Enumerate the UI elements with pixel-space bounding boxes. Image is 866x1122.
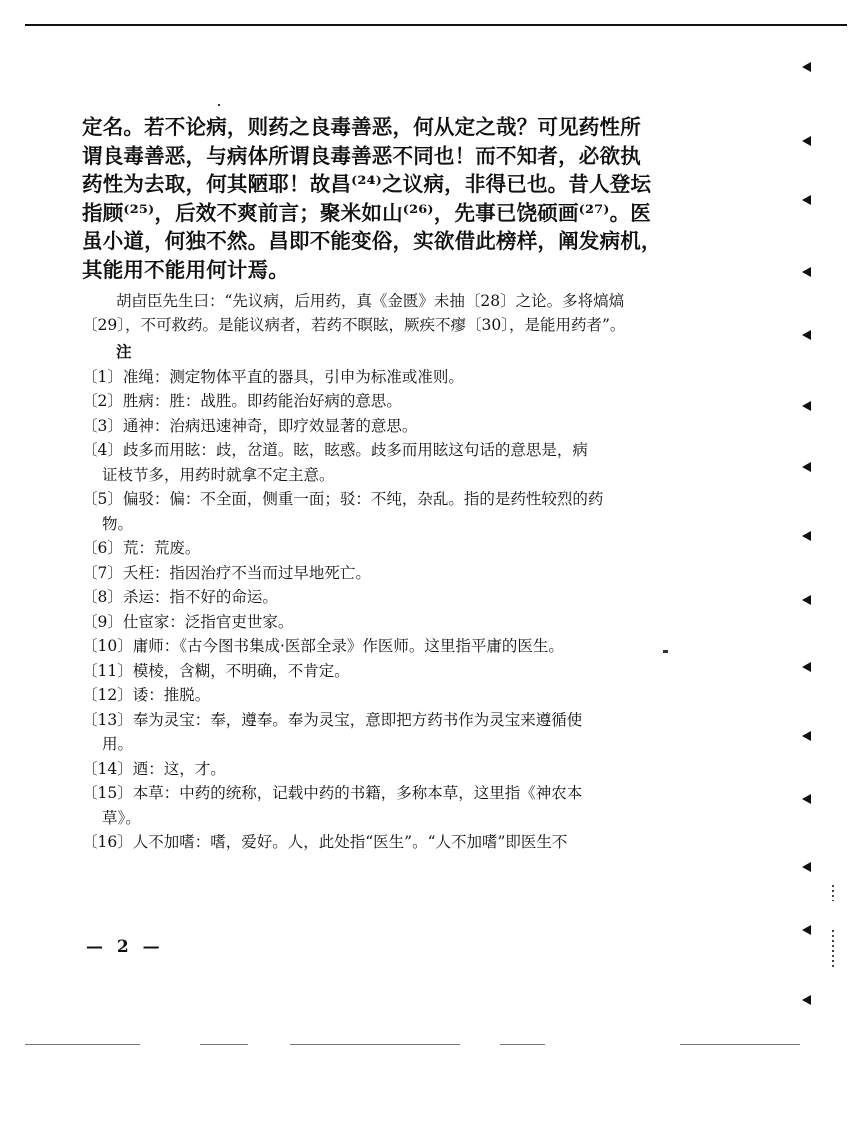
note-text: 偏驳：偏：不全面，侧重一面；驳：不纯，杂乱。指的是药性较烈的药 [122, 490, 604, 509]
note-text: 庸师：《古今图书集成·医部全录》作医师。这里指平庸的医生。 [132, 637, 564, 656]
note-text-continued: 证枝节多，用药时就拿不定主意。 [102, 465, 335, 484]
quote-line: 〔29〕，不可救药。是能议病者，若药不瞑眩，厥疾不瘳〔30〕，是能用药者”。 [82, 315, 626, 334]
note-number: 〔13〕 [82, 710, 133, 729]
note-item [82, 830, 718, 855]
triangle-left-icon [802, 267, 811, 277]
note-number: 〔7〕 [82, 563, 123, 582]
body-line: 其能用不能用何计焉。 [82, 257, 289, 282]
scan-speck [663, 650, 668, 653]
note-text: 模棱，含糊，不明确，不肯定。 [132, 661, 350, 680]
note-item [82, 561, 718, 586]
note-number: 〔15〕 [82, 784, 133, 803]
note-number: 〔12〕 [82, 686, 133, 705]
note-text: 仕宦家：泛指官吏世家。 [122, 612, 294, 631]
note-text: 奉为灵宝：奉，遵奉。奉为灵宝，意即把方药书作为灵宝来遵循使 [132, 710, 583, 729]
note-text: 胜病：胜：战胜。即药能治好病的意思。 [122, 392, 402, 411]
triangle-left-icon [802, 195, 811, 205]
note-number: 〔2〕 [82, 392, 123, 411]
main-paragraph [82, 113, 718, 285]
note-text: 准绳：测定物体平直的器具，引申为标准或准则。 [122, 367, 464, 386]
scan-artifact [832, 930, 834, 970]
note-item [82, 757, 718, 782]
note-item [82, 610, 718, 635]
note-item [82, 487, 718, 536]
body-line: 指顾⁽²⁵⁾，后效不爽前言；聚米如山⁽²⁶⁾，先事已饶硕画⁽²⁷⁾。医 [82, 200, 652, 225]
bottom-rule [200, 1044, 248, 1045]
note-text: 本草：中药的统称，记载中药的书籍，多称本草，这里指《神农本 [132, 784, 583, 803]
page-number: — 2 — [86, 937, 164, 957]
note-text: 迺：这，才。 [132, 759, 226, 778]
note-text: 人不加嗜：嗜，爱好。人，此处指“医生”。“人不加嗜”即医生不 [132, 833, 568, 852]
bottom-rule [680, 1044, 800, 1045]
triangle-left-icon [802, 136, 811, 146]
page-content [82, 113, 718, 855]
triangle-left-icon [802, 62, 811, 72]
note-text: 歧多而用眩：歧，岔道。眩，眩惑。歧多而用眩这句话的意思是，病 [122, 441, 588, 460]
note-number: 〔11〕 [82, 661, 133, 680]
triangle-left-icon [802, 995, 811, 1005]
note-number: 〔9〕 [82, 612, 123, 631]
note-item [82, 585, 718, 610]
note-text-continued: 用。 [102, 735, 134, 754]
notes-heading: 注 [116, 341, 132, 361]
note-number: 〔5〕 [82, 490, 123, 509]
bottom-rule [500, 1044, 545, 1045]
note-item [82, 438, 718, 487]
triangle-left-icon [802, 401, 811, 411]
commentary-quote [82, 289, 718, 337]
bottom-rule [290, 1044, 460, 1045]
note-item [82, 365, 718, 390]
note-text: 诿：推脱。 [132, 686, 211, 705]
triangle-left-icon [802, 662, 811, 672]
quote-line: 胡卣臣先生曰：“先议病，后用药，真《金匮》未抽〔28〕之论。多将熇熇 [116, 291, 625, 310]
note-text: 通神：治病迅速神奇，即疗效显著的意思。 [122, 416, 418, 435]
triangle-left-icon [802, 462, 811, 472]
body-line: 定名。若不论病，则药之良毒善恶，何从定之哉？可见药性所 [82, 115, 641, 139]
triangle-left-icon [802, 531, 811, 541]
note-item [82, 708, 718, 757]
top-rule [25, 24, 847, 26]
note-number: 〔8〕 [82, 588, 123, 607]
body-line: 谓良毒善恶，与病体所谓良毒善恶不同也！而不知者，必欲执 [82, 143, 641, 168]
note-number: 〔6〕 [82, 539, 123, 558]
scan-artifact [832, 885, 834, 901]
body-line: 虽小道，何独不然。昌即不能变俗，实欲借此榜样，阐发病机， [82, 229, 662, 254]
note-item [82, 414, 718, 439]
note-number: 〔14〕 [82, 759, 133, 778]
body-line: 药性为去取，何其陋耶！故昌⁽²⁴⁾之议病，非得已也。昔人登坛 [82, 172, 652, 197]
note-text: 荒：荒废。 [122, 539, 201, 558]
note-item [82, 389, 718, 414]
note-item [82, 683, 718, 708]
triangle-left-icon [802, 862, 811, 872]
scan-speck [218, 104, 220, 106]
bottom-rule [25, 1044, 140, 1045]
triangle-left-icon [802, 330, 811, 340]
note-number: 〔10〕 [82, 637, 133, 656]
note-text-continued: 物。 [102, 514, 134, 533]
triangle-left-icon [802, 794, 811, 804]
note-number: 〔16〕 [82, 833, 133, 852]
triangle-left-icon [802, 925, 811, 935]
note-number: 〔1〕 [82, 367, 123, 386]
note-item [82, 536, 718, 561]
triangle-left-icon [802, 595, 811, 605]
triangle-left-icon [802, 731, 811, 741]
notes-list [82, 365, 718, 855]
note-item [82, 781, 718, 830]
note-item [82, 634, 718, 659]
note-text: 夭枉：指因治疗不当而过早地死亡。 [122, 563, 371, 582]
note-item [82, 659, 718, 684]
note-number: 〔3〕 [82, 416, 123, 435]
note-number: 〔4〕 [82, 441, 123, 460]
note-text-continued: 草》。 [102, 808, 141, 827]
note-text: 杀运：指不好的命运。 [122, 588, 278, 607]
